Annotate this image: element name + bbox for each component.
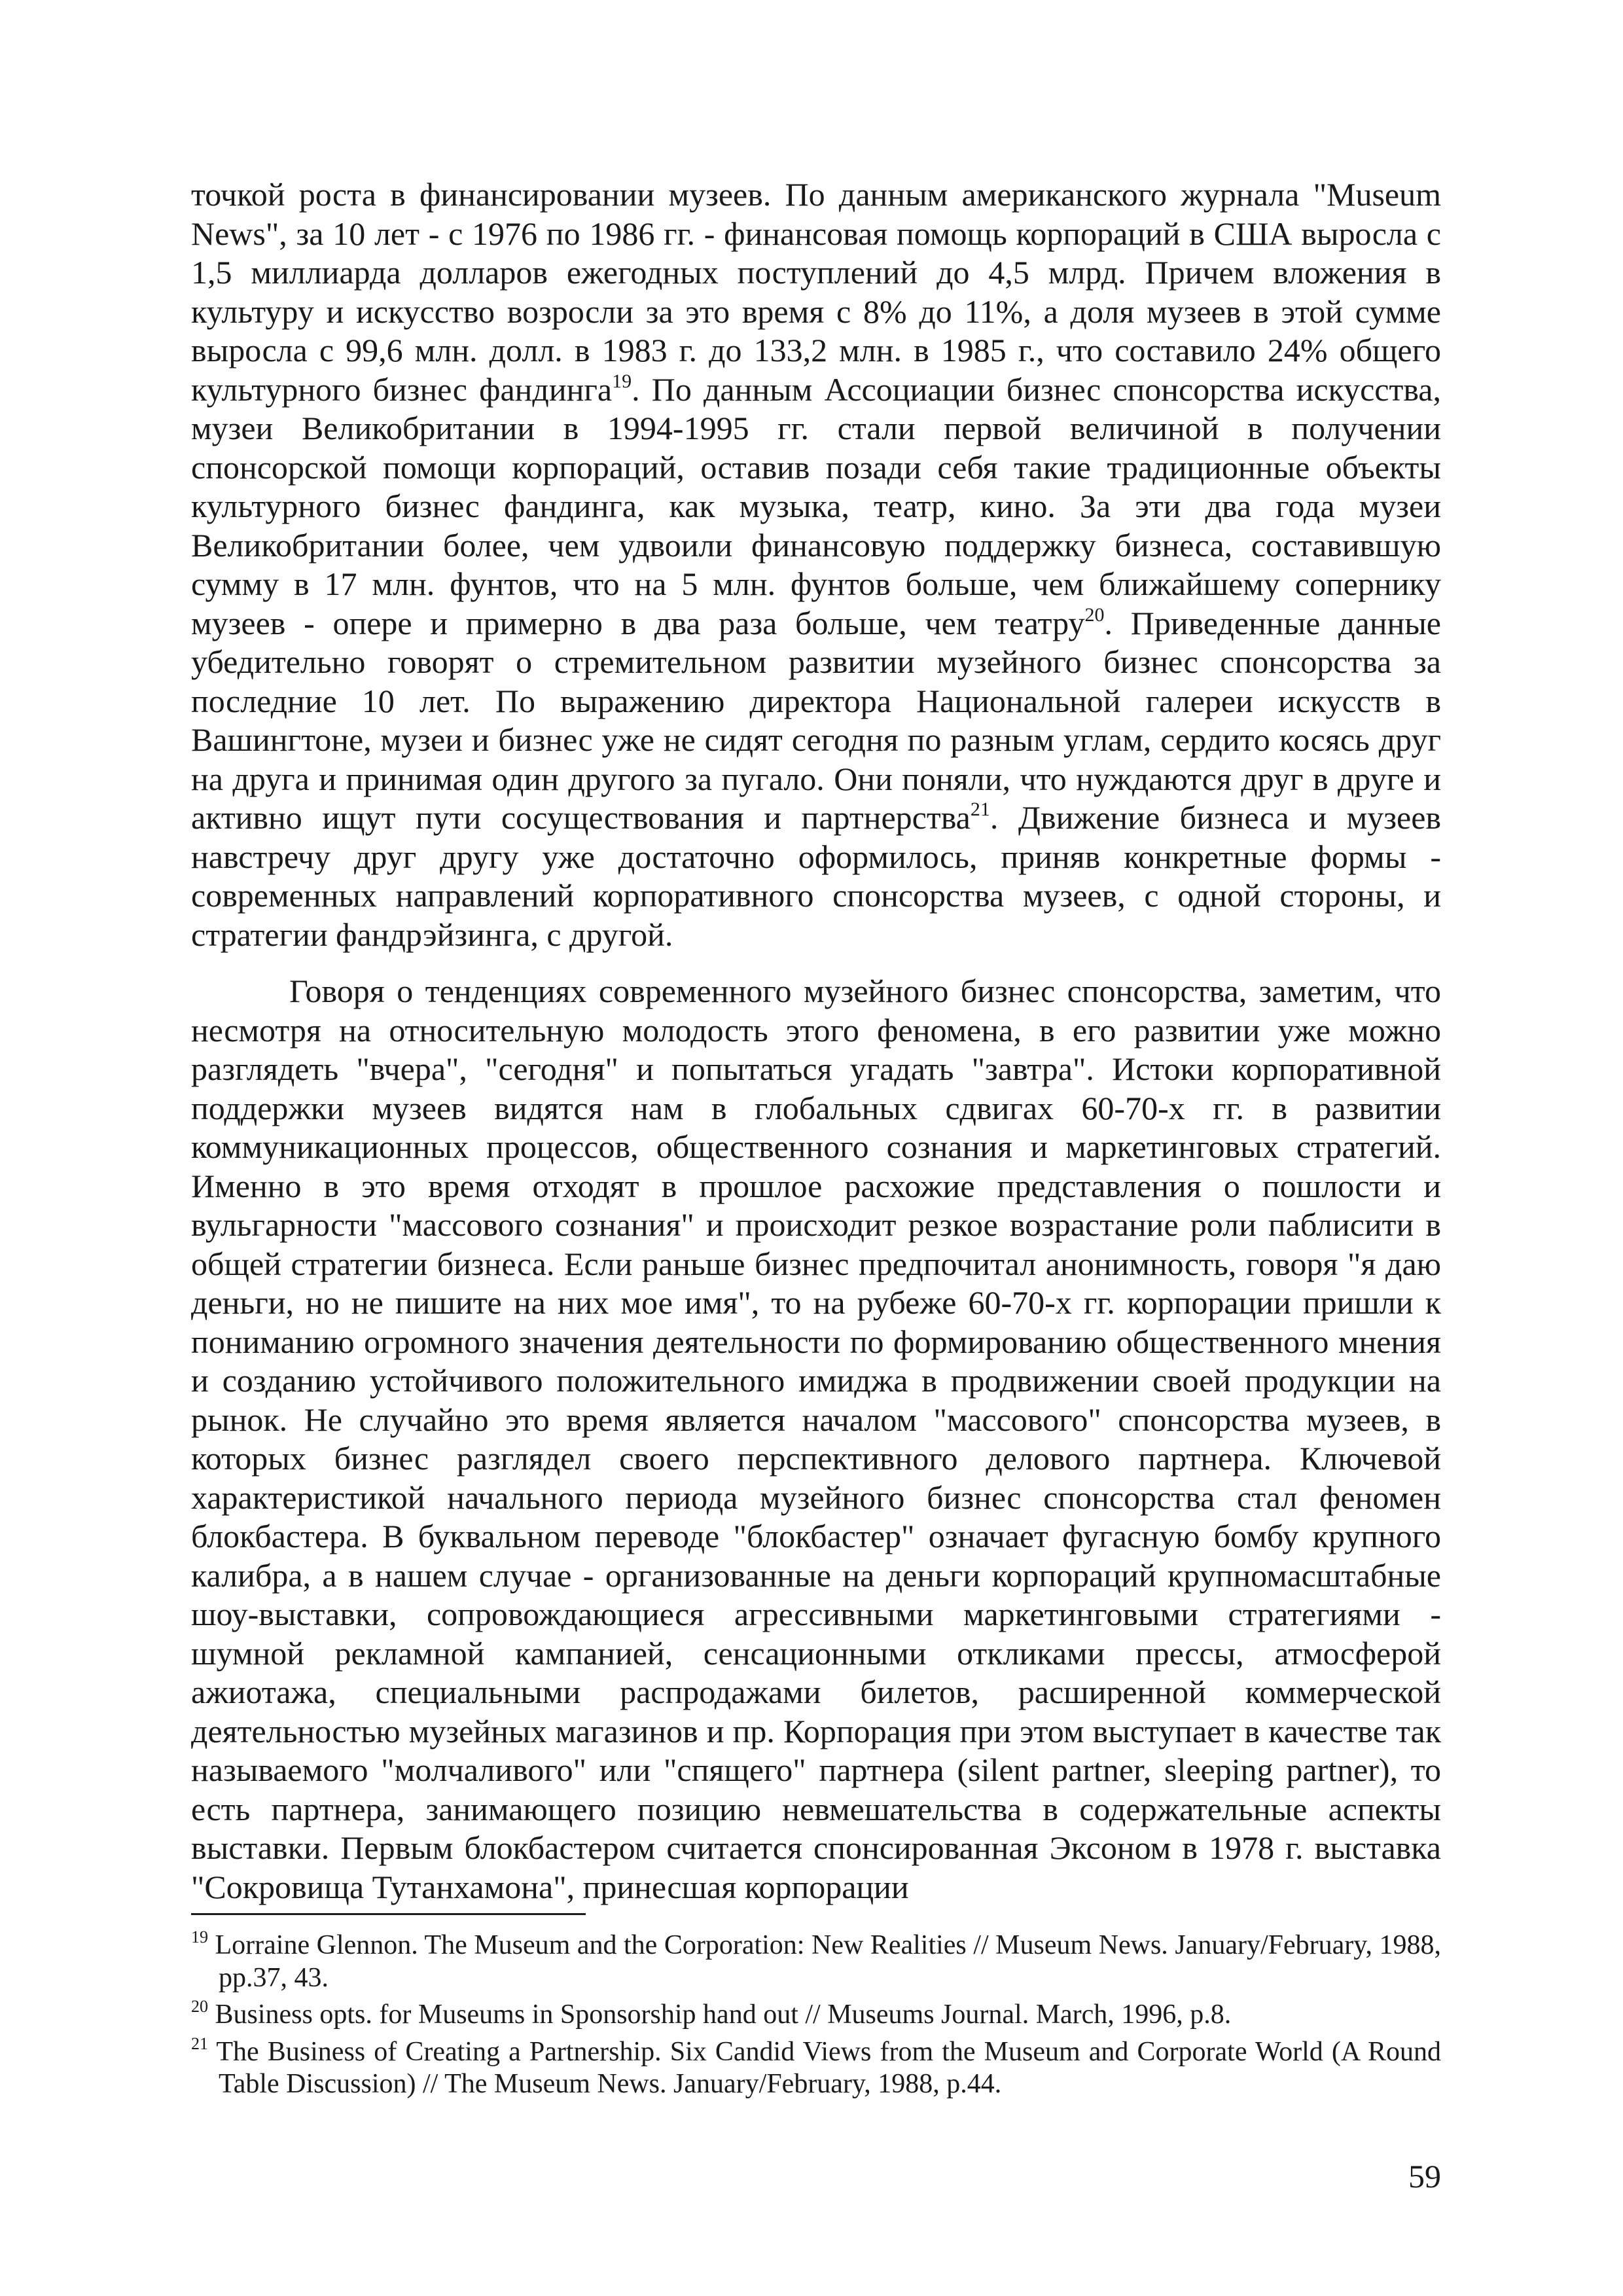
main-text — [191, 175, 1441, 1907]
footnote-number: 19 — [191, 1928, 208, 1946]
footnote-separator — [191, 1913, 586, 1915]
footnotes — [191, 1929, 1441, 2106]
footnote-ref-20: 20 — [1084, 603, 1105, 626]
footnote-number: 21 — [191, 2034, 208, 2053]
page-number: 59 — [1408, 2158, 1441, 2195]
paragraph-1 — [191, 175, 1441, 954]
footnote-text: Business opts. for Museums in Sponsorship hand out // Museums Journal. March, 1996, p.8. — [215, 2000, 1232, 2030]
paragraph-1-part-b: . По данным Ассоциации бизнес спонсорства искусства, музеи Великобритании в 1994-1995 гг. стали первой величиной в получении спонсорской помощи корпораций, оставив позади себя такие традиционные объекты культурного бизнес фандинга, как музыка, театр, кино. За эти два года музеи Великобритании более, чем удвоили финансовую поддержку бизнеса, составившую сумму в 17 млн. фунтов, что на 5 млн. фунтов больше, чем ближайшему сопернику музеев - опере и примерно в два раза больше, чем театру — [191, 370, 1441, 641]
footnote-ref-19: 19 — [612, 370, 632, 392]
footnote-19 — [191, 1929, 1441, 1994]
footnote-20 — [191, 1999, 1441, 2032]
footnote-text: The Business of Creating a Partnership. Six Candid Views from the Museum and Corporate World (A Round Table Discussion) // The Museum News. January/February, 1988, p.44. — [216, 2036, 1441, 2099]
paragraph-1-part-d: . Движение бизнеса и музеев навстречу друг другу уже достаточно оформилось, приняв конкретные формы - современных направлений корпоративного спонсорства музеев, с одной стороны, и стратегии фандрэйзинга, с другой. — [191, 799, 1442, 953]
footnote-ref-21: 21 — [970, 798, 990, 820]
paragraph-1-part-c: . Приведенные данные убедительно говорят о стремительном развитии музейного бизнес спонсорства за последние 10 лет. По выражению директора Национальной галереи искусств в Вашингтоне, музеи и бизнес уже не сидят сегодня по разным углам, сердито косясь друг на друга и принимая один другого за пугало. Они поняли, что нуждаются друг в друге и активно ищут пути сосуществования и партнерства — [191, 604, 1441, 836]
footnote-number: 20 — [191, 1997, 208, 2016]
paragraph-2: Говоря о тенденциях современного музейного бизнес спонсорства, заметим, что несмотря на относительную молодость этого феномена, в его развитии уже можно разглядеть "вчера", "сегодня" и попытаться угадать "завтра". Истоки корпоративной поддержки музеев видятся нам в глобальных сдвигах 60-70-х гг. в развитии коммуникационных процессов, общественного сознания и маркетинговых стратегий. Именно в это время отходят в прошлое расхожие представления о пошлости и вульгарности "массового сознания" и происходит резкое возрастание роли паблисити в общей стратегии бизнеса. Если раньше бизнес предпочитал анонимность, говоря "я даю деньги, но не пишите на них мое имя", то на рубеже 60-70-х гг. корпорации пришли к пониманию огромного значения деятельности по формированию общественного мнения и созданию устойчивого положительного имиджа в продвижении своей продукции на рынок. Не случайно это время является началом "массового" спонсорства музеев, в которых бизнес разглядел своего перспективного делового партнера. Ключевой характеристикой начального периода музейного бизнес спонсорства стал феномен блокбастера. В буквальном переводе "блокбастер" означает фугасную бомбу крупного калибра, а в нашем случае - организованные на деньги корпораций крупномасштабные шоу-выставки, сопровождающиеся агрессивными маркетинговыми стратегиями - шумной рекламной кампанией, сенсационными откликами прессы, атмосферой ажиотажа, специальными распродажами билетов, расширенной коммерческой деятельностью музейных магазинов и пр. Корпорация при этом выступает в качестве так называемого "молчаливого" или "спящего" партнера (silent partner, sleeping partner), то есть партнера, занимающего позицию невмешательства в содержательные аспекты выставки. Первым блокбастером считается спонсированная Эксоном в 1978 г. выставка "Сокровища Тутанхамона", принесшая корпорации — [191, 973, 1441, 1905]
footnote-21 — [191, 2036, 1441, 2101]
paragraph-1-part-a: точкой роста в финансировании музеев. По данным американского журнала "Museum News", за 10 лет - с 1976 по 1986 гг. - финансовая помощь корпораций в США выросла с 1,5 миллиарда долларов ежегодных поступлений до 4,5 млрд. Причем вложения в культуру и искусство возросли за это время с 8% до 11%, а доля музеев в этой сумме выросла с 99,6 млн. долл. в 1983 г. до 133,2 млн. в 1985 г., что составило 24% общего культурного бизнес фандинга — [191, 176, 1441, 408]
footnote-text: Lorraine Glennon. The Museum and the Corporation: New Realities // Museum News. January/February, 1988, pp.37, 43. — [215, 1930, 1442, 1993]
